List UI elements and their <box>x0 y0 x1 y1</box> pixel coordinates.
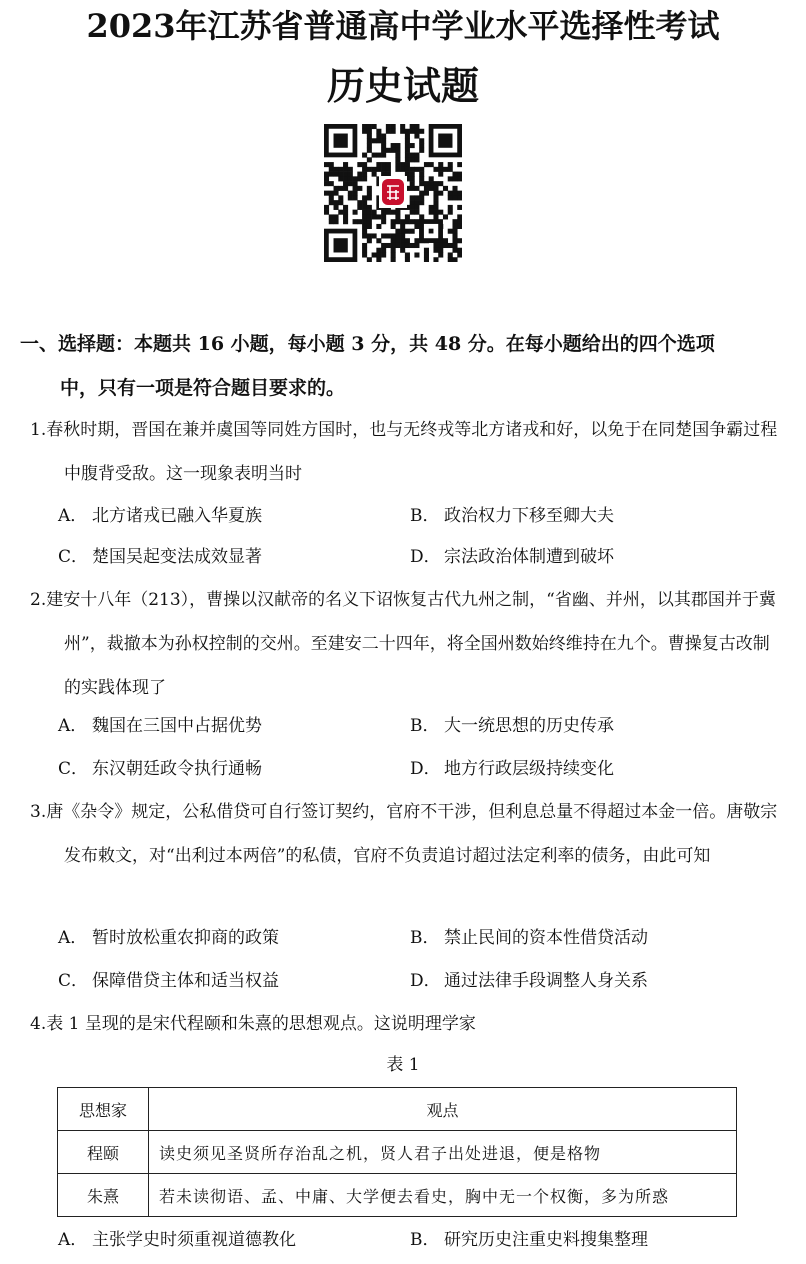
exam-subtitle: 历史试题 <box>326 63 479 108</box>
question-stem <box>30 1002 780 1046</box>
question-number: 3. <box>30 802 47 822</box>
thinkers-table <box>57 1087 737 1217</box>
table-cell-view: 读史须见圣贤所存治乱之机，贤人君子出处进退，便是格物 <box>149 1131 737 1174</box>
option-a: A． 魏国在三国中占据优势 <box>58 716 262 736</box>
table-header-cell: 观点 <box>149 1088 737 1131</box>
question-stem <box>30 790 780 878</box>
option-a: A． 北方诸戎已融入华夏族 <box>58 506 262 526</box>
option-d: D． 地方行政层级持续变化 <box>410 759 614 779</box>
question-number: 2. <box>30 590 47 610</box>
question-2 <box>30 578 780 710</box>
section-heading <box>20 322 790 410</box>
table-cell-thinker: 朱熹 <box>58 1174 149 1217</box>
question-1 <box>30 408 780 496</box>
option-b: B． 政治权力下移至卿大夫 <box>410 506 614 526</box>
question-4 <box>30 1002 780 1046</box>
qr-code-with-seal-icon <box>324 124 462 262</box>
section-heading-line1: 一、选择题：本题共 16 小题，每小题 3 分，共 48 分。在每小题给出的四个选项 <box>20 333 715 355</box>
question-text: 表 1 呈现的是宋代程颐和朱熹的思想观点。这说明理学家 <box>46 1014 476 1034</box>
question-stem <box>30 578 780 710</box>
question-text: 唐《杂令》规定，公私借贷可自行签订契约，官府不干涉，但利息总量不得超过本金一倍。唐敬宗发布敕文，对“出利过本两倍”的私债，官府不负责追讨超过法定利率的债务，由此可知 <box>46 802 778 866</box>
question-text: 春秋时期，晋国在兼并虞国等同姓方国时，也与无终戎等北方诸戎和好，以免于在同楚国争霸过程中腹背受敌。这一现象表明当时 <box>46 420 778 484</box>
table-header-cell: 思想家 <box>58 1088 149 1131</box>
question-number: 4. <box>30 1014 47 1034</box>
option-c: C． 保障借贷主体和适当权益 <box>58 971 279 991</box>
question-stem <box>30 408 780 496</box>
question-number: 1. <box>30 420 47 440</box>
option-d: D． 通过法律手段调整人身关系 <box>410 971 648 991</box>
table-cell-view: 若未读彻语、孟、中庸、大学便去看史，胸中无一个权衡，多为所惑 <box>149 1174 737 1217</box>
option-b: B． 研究历史注重史料搜集整理 <box>410 1230 648 1250</box>
option-a: A． 主张学史时须重视道德教化 <box>58 1230 296 1250</box>
option-a: A． 暂时放松重农抑商的政策 <box>58 928 279 948</box>
option-c: C． 东汉朝廷政令执行通畅 <box>58 759 262 779</box>
option-b: B． 禁止民间的资本性借贷活动 <box>410 928 648 948</box>
option-b: B． 大一统思想的历史传承 <box>410 716 614 736</box>
table-row <box>58 1131 737 1174</box>
table-header-row <box>58 1088 737 1131</box>
table-cell-thinker: 程颐 <box>58 1131 149 1174</box>
option-d: D． 宗法政治体制遭到破坏 <box>410 547 614 567</box>
table-row <box>58 1174 737 1217</box>
question-text: 建安十八年（213），曹操以汉献帝的名义下诏恢复古代九州之制，“省幽、并州，以其郡国并于冀州”，裁撤本为孙权控制的交州。至建安二十四年，将全国州数始终维持在九个。曹操复古改制的实践体现了 <box>46 590 776 698</box>
section-heading-line2: 中，只有一项是符合题目要求的。 <box>60 377 346 399</box>
question-3 <box>30 790 780 878</box>
table-caption: 表 1 <box>386 1055 420 1075</box>
option-c: C． 楚国吴起变法成效显著 <box>58 547 262 567</box>
exam-title: 2023年江苏省普通高中学业水平选择性考试 <box>86 7 720 45</box>
